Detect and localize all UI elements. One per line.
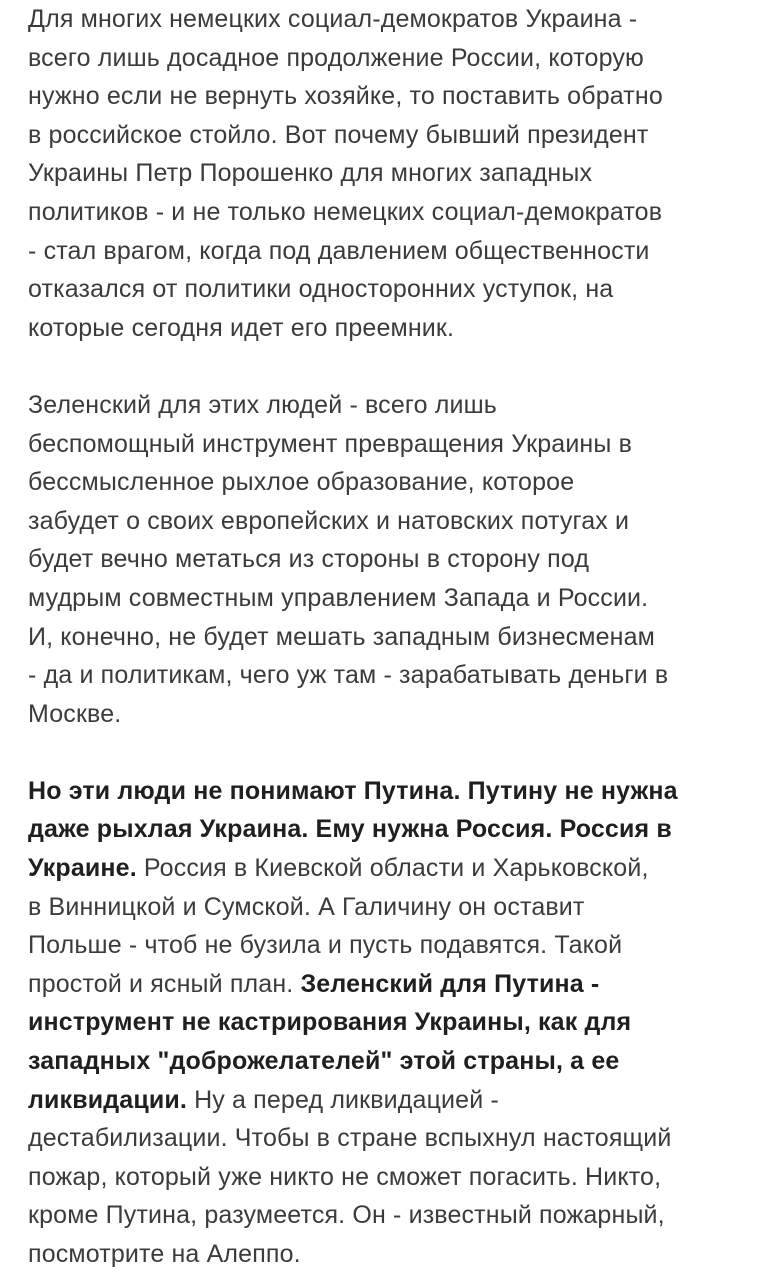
text-line [28, 810, 748, 849]
bold-text: даже рыхлая Украина. Ему нужна Россия. Россия в [28, 815, 672, 844]
text-line [28, 695, 748, 734]
text-line [28, 425, 748, 464]
text-line [28, 849, 748, 888]
bold-text: Украине. [28, 854, 137, 883]
text: бессмысленное рыхлое образование, которое [28, 468, 575, 497]
text: будет вечно метаться из стороны в сторону под [28, 545, 590, 574]
bold-text: ликвидации. [28, 1085, 187, 1114]
text-line [28, 309, 748, 348]
text: дестабилизации. Чтобы в стране вспыхнул настоящий [28, 1124, 672, 1153]
text: Зеленский для этих людей - всего лишь [28, 390, 497, 419]
text-line [28, 772, 748, 811]
article-body [28, 0, 748, 1274]
text-line [28, 232, 748, 271]
text-line [28, 270, 748, 309]
text-line [28, 540, 748, 579]
text: И, конечно, не будет мешать западным бизнесменам [28, 622, 656, 651]
text: - стал врагом, когда под давлением общественности [28, 236, 650, 265]
text: нужно если не вернуть хозяйке, то поставить обратно [28, 82, 663, 111]
text-line [28, 154, 748, 193]
text: мудрым совместным управлением Запада и России. [28, 583, 649, 612]
text-line [28, 386, 748, 425]
text-line [28, 926, 748, 965]
text: всего лишь досадное продолжение России, которую [28, 43, 644, 72]
text: Украины Петр Порошенко для многих западных [28, 159, 593, 188]
bold-text: Но эти люди не понимают Путина. Путину не нужна [28, 776, 678, 805]
text: Польше - чтоб не бузила и пусть подавятся. Такой [28, 931, 623, 960]
text-line [28, 618, 748, 657]
text-line [28, 39, 748, 78]
bold-text: Зеленский для Путина - [300, 969, 600, 998]
paragraph-3 [28, 772, 748, 1274]
text-line [28, 502, 748, 541]
text: Москве. [28, 699, 122, 728]
text-line [28, 965, 748, 1004]
text-line [28, 1196, 748, 1235]
text-line [28, 579, 748, 618]
text-line [28, 1158, 748, 1197]
text-line [28, 1119, 748, 1158]
text: Для многих немецких социал-демократов Украина - [28, 5, 638, 33]
text-line [28, 888, 748, 927]
text-line [28, 77, 748, 116]
text: простой и ясный план. [28, 969, 301, 998]
text: отказался от политики односторонних уступок, на [28, 275, 614, 304]
text-line [28, 1235, 748, 1274]
text: которые сегодня идет его преемник. [28, 313, 455, 342]
text: беспомощный инструмент превращения Украины в [28, 429, 633, 458]
text: посмотрите на Алеппо. [28, 1240, 301, 1268]
text-line [28, 1081, 748, 1120]
text-line [28, 1003, 748, 1042]
text: в Винницкой и Сумской. А Галичину он оставит [28, 892, 585, 921]
text-line [28, 193, 748, 232]
text: кроме Путина, разумеется. Он - известный пожарный, [28, 1201, 665, 1230]
text-line [28, 116, 748, 155]
text: Ну а перед ликвидацией - [186, 1085, 499, 1114]
text: пожар, который уже никто не сможет погасить. Никто, [28, 1162, 662, 1191]
text-line [28, 0, 748, 39]
text-line [28, 463, 748, 502]
paragraph-2 [28, 386, 748, 733]
text-line [28, 656, 748, 695]
text: в российское стойло. Вот почему бывший президент [28, 120, 649, 149]
text: Россия в Киевской области и Харьковской, [136, 854, 649, 883]
bold-text: западных "доброжелателей" этой страны, а ее [28, 1047, 620, 1076]
bold-text: инструмент не кастрирования Украины, как для [28, 1008, 632, 1037]
paragraph-1 [28, 0, 748, 347]
text: - да и политикам, чего уж там - зарабатывать деньги в [28, 661, 669, 690]
text: забудет о своих европейских и натовских потугах и [28, 506, 630, 535]
text: политиков - и не только немецких социал-демократов [28, 197, 663, 226]
text-line [28, 1042, 748, 1081]
